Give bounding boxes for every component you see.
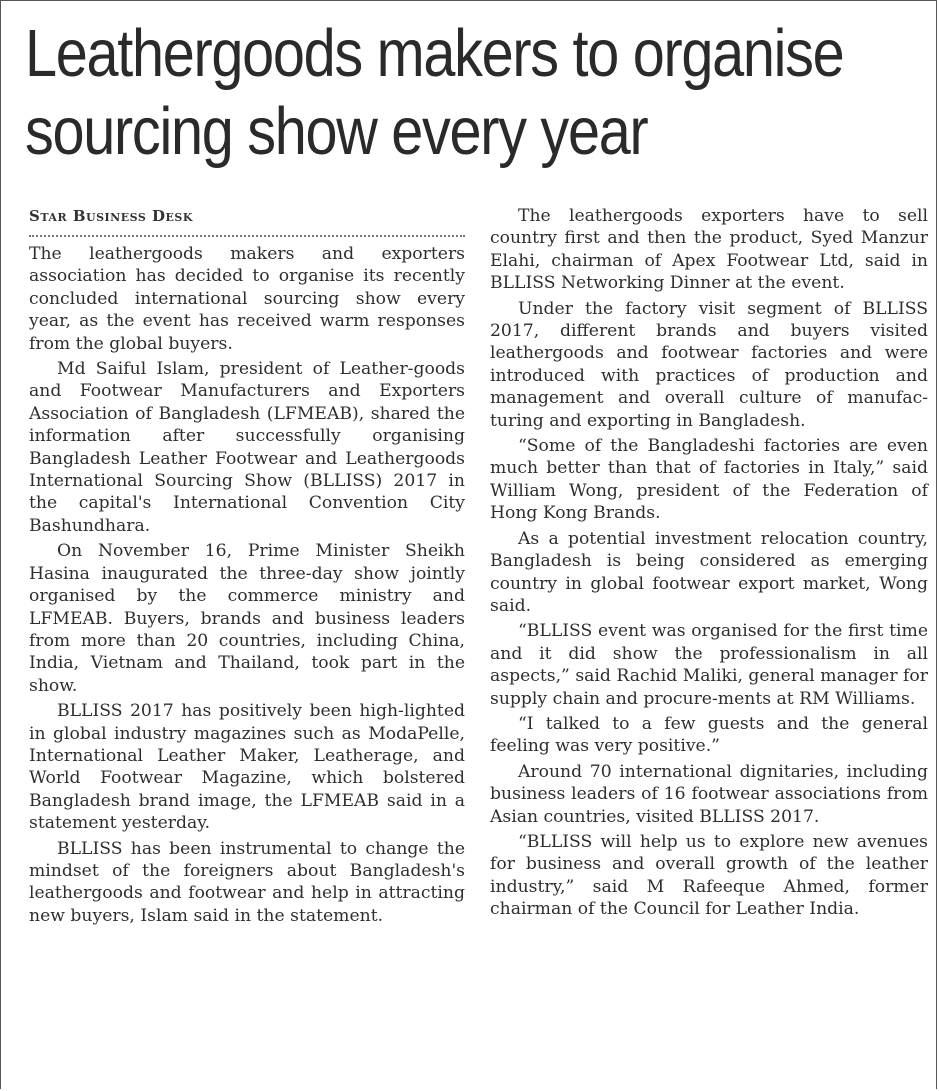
paragraph: “BLLISS event was organised for the first time and it did show the professionalism in all aspects,” said Rachid Maliki, general manager for supply chain and procure-ments at RM Williams. [490, 621, 928, 709]
paragraph: Around 70 international dignitaries, including business leaders of 16 footwear associations from Asian countries, visited BLLISS 2017. [490, 761, 928, 827]
paragraph: As a potential investment relocation country, Bangladesh is being considered as emerging country in global footwear export market, Wong said. [490, 528, 928, 616]
paragraph: Md Saiful Islam, president of Leather-goods and Footwear Manufacturers and Exporters Association of Bangladesh (LFMEAB), shared the information after successfully organising Bangladesh Leather Footwear and Leathergoods International Sourcing Show (BLLISS) 2017 in the capital's International Convention City Bashundhara. [29, 359, 465, 536]
dotted-divider [29, 235, 465, 237]
left-column [29, 205, 465, 927]
paragraph: “I talked to a few guests and the general feeling was very positive.” [490, 713, 928, 757]
paragraph: The leathergoods exporters have to sell country first and then the product, Syed Manzur Elahi, chairman of Apex Footwear Ltd, said in BLLISS Networking Dinner at the event. [490, 206, 928, 294]
paragraph: “Some of the Bangladeshi factories are even much better than that of factories in Italy,” said William Wong, president of the Federation of Hong Kong Brands. [490, 436, 928, 524]
byline: Star Business Desk [29, 207, 193, 225]
paragraph: The leathergoods makers and exporters association has decided to organise its recently concluded international sourcing show every year, as the event has received warm responses from the global buyers. [29, 244, 465, 354]
paragraph: BLLISS has been instrumental to change the mindset of the foreigners about Bangladesh's leathergoods and footwear and help in attracting new buyers, Islam said in the statement. [29, 838, 465, 926]
paragraph: “BLLISS will help us to explore new avenues for business and overall growth of the leather industry,” said M Rafeeque Ahmed, former chairman of the Council for Leather India. [490, 831, 928, 920]
paragraph: BLLISS 2017 has positively been high-lighted in global industry magazines such as ModaPelle, International Leather Maker, Leatherage, and World Footwear Magazine, which bolstered Bangladesh brand image, the LFMEAB said in a statement yesterday. [29, 701, 465, 834]
paragraph: Under the factory visit segment of BLLISS 2017, different brands and buyers visited leathergoods and footwear factories and were introduced with practices of production and management and overall culture of manufac-turing and exporting in Bangladesh. [490, 298, 928, 431]
paragraph: On November 16, Prime Minister Sheikh Hasina inaugurated the three-day show jointly organised by the commerce ministry and LFMEAB. Buyers, brands and business leaders from more than 20 countries, including China, India, Vietnam and Thailand, took part in the show. [29, 541, 465, 696]
headline-line-2: sourcing show every year [25, 94, 648, 169]
right-column [490, 205, 928, 921]
headline-line-1: Leathergoods makers to organise [25, 16, 844, 91]
headline [25, 15, 844, 171]
